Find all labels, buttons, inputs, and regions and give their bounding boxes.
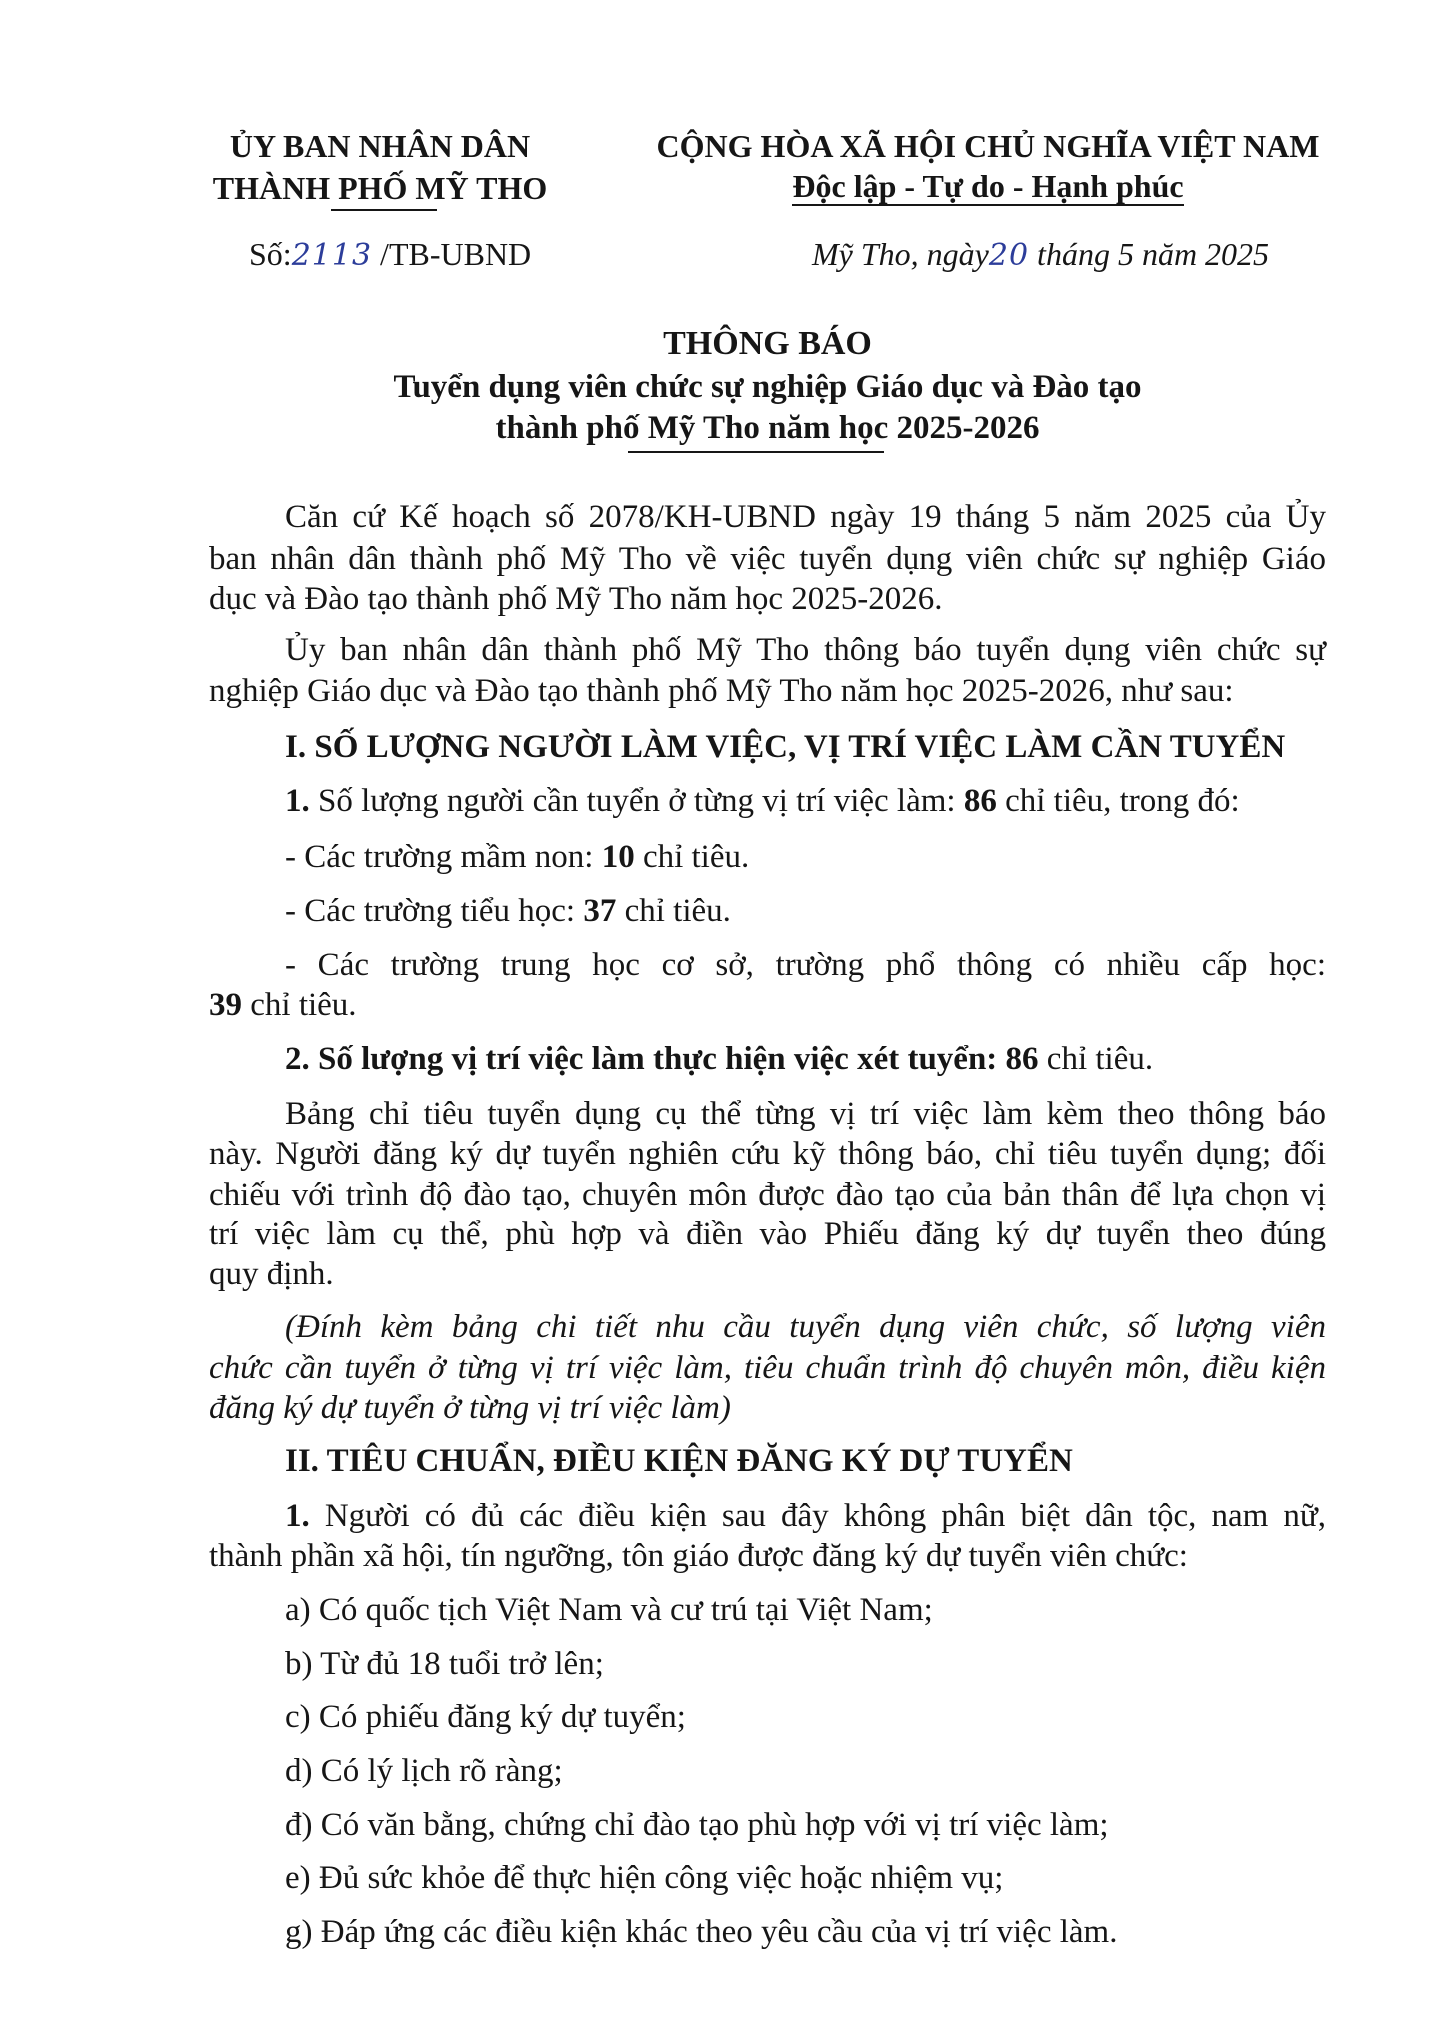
date-day-handwritten: 20 <box>988 238 1030 273</box>
condition-dd: đ) Có văn bằng, chứng chỉ đào tạo phù hợp với vị trí việc làm; <box>285 1807 1109 1843</box>
quota-label: - Các trường tiểu học: <box>285 893 576 929</box>
document-subtitle-line-2: thành phố Mỹ Tho năm học 2025-2026 <box>495 410 1040 446</box>
section-1-heading: I. SỐ LƯỢNG NGƯỜI LÀM VIỆC, VỊ TRÍ VIỆC LÀM CẦN TUYỂN <box>285 729 1286 765</box>
section-2-heading: II. TIÊU CHUẨN, ĐIỀU KIỆN ĐĂNG KÝ DỰ TUYỂN <box>285 1443 1073 1479</box>
condition-b: b) Từ đủ 18 tuổi trở lên; <box>285 1646 604 1682</box>
item-count: 86 <box>1005 1041 1039 1077</box>
section-2-item-1-line-2: thành phần xã hội, tín ngưỡng, tôn giáo được đăng ký dự tuyển viên chức: <box>209 1538 1188 1574</box>
quota-secondary <box>209 985 357 1025</box>
quota-unit: chỉ tiêu. <box>624 893 731 929</box>
title-underline <box>628 451 884 453</box>
quota-count: 37 <box>583 893 617 929</box>
condition-e: e) Đủ sức khỏe để thực hiện công việc hoặc nhiệm vụ; <box>285 1860 1004 1896</box>
announcement-line-2: nghiệp Giáo dục và Đào tạo thành phố Mỹ Tho năm học 2025-2026, như sau: <box>209 673 1234 709</box>
document-subtitle-line-1: Tuyển dụng viên chức sự nghiệp Giáo dục và Đào tạo <box>393 369 1142 405</box>
date-suffix: tháng 5 năm 2025 <box>1037 236 1270 272</box>
condition-a: a) Có quốc tịch Việt Nam và cư trú tại Việt Nam; <box>285 1592 933 1628</box>
agency-underline <box>331 209 437 211</box>
section-1-item-2 <box>285 1039 1153 1079</box>
table-note-line-2: này. Người đăng ký dự tuyển nghiên cứu kỹ thông báo, chỉ tiêu tuyển dụng; đối <box>209 1136 1326 1172</box>
agency-name-line-1: ỦY BAN NHÂN DÂN <box>229 128 531 164</box>
document-number <box>249 234 531 276</box>
document-number-label: Số: <box>249 236 292 272</box>
motto-line <box>648 166 1328 206</box>
basis-line-3: dục và Đào tạo thành phố Mỹ Tho năm học 2025-2026. <box>209 581 943 617</box>
quota-unit: chỉ tiêu. <box>250 987 357 1023</box>
attachment-note-line-1: (Đính kèm bảng chi tiết nhu cầu tuyển dụng viên chức, số lượng viên <box>285 1309 1326 1345</box>
item-text: Người có đủ các điều kiện sau đây không phân biệt dân tộc, nam nữ, <box>324 1498 1326 1534</box>
agency-name-line-2: THÀNH PHỐ MỸ THO <box>212 170 548 206</box>
document-title: THÔNG BÁO <box>663 325 872 362</box>
table-note-line-3: chiếu với trình độ đào tạo, chuyên môn được đào tạo của bản thân để lựa chọn vị <box>209 1177 1326 1213</box>
quota-kindergarten <box>285 837 749 877</box>
item-number: 1. <box>285 783 310 819</box>
section-1-item-1 <box>285 781 1240 821</box>
quota-secondary-label: - Các trường trung học cơ sở, trường phổ thông có nhiều cấp học: <box>285 947 1326 983</box>
item-tail: chỉ tiêu, trong đó: <box>1005 783 1240 819</box>
condition-d: d) Có lý lịch rõ ràng; <box>285 1753 563 1789</box>
document-number-handwritten: 2113 <box>291 238 373 273</box>
basis-line-2: ban nhân dân thành phố Mỹ Tho về việc tuyển dụng viên chức sự nghiệp Giáo <box>209 541 1326 577</box>
date-prefix: Mỹ Tho, ngày <box>812 236 989 272</box>
attachment-note-line-3: đăng ký dự tuyển ở từng vị trí việc làm) <box>209 1390 731 1426</box>
section-2-item-1-line-1 <box>285 1496 1326 1536</box>
quota-primary <box>285 891 731 931</box>
item-number: 1. <box>285 1498 310 1534</box>
place-and-date <box>812 234 1269 276</box>
item-number: 2. <box>285 1041 310 1077</box>
item-tail: chỉ tiêu. <box>1046 1041 1154 1077</box>
condition-g: g) Đáp ứng các điều kiện khác theo yêu cầu của vị trí việc làm. <box>285 1914 1118 1950</box>
national-motto: Độc lập - Tự do - Hạnh phúc <box>792 168 1184 204</box>
table-note-line-4: trí việc làm cụ thể, phù hợp và điền vào Phiếu đăng ký dự tuyển theo đúng <box>209 1216 1326 1252</box>
quota-count: 10 <box>601 839 635 875</box>
nation-name: CỘNG HÒA XÃ HỘI CHỦ NGHĨA VIỆT NAM <box>656 128 1320 164</box>
table-note-line-5: quy định. <box>209 1256 334 1292</box>
item-count: 86 <box>963 783 997 819</box>
attachment-note-line-2: chức cần tuyển ở từng vị trí việc làm, tiêu chuẩn trình độ chuyên môn, điều kiện <box>209 1350 1326 1386</box>
basis-line-1: Căn cứ Kế hoạch số 2078/KH-UBND ngày 19 tháng 5 năm 2025 của Ủy <box>285 499 1326 535</box>
item-text: Số lượng vị trí việc làm thực hiện việc xét tuyển: <box>318 1041 998 1077</box>
table-note-line-1: Bảng chỉ tiêu tuyển dụng cụ thể từng vị trí việc làm kèm theo thông báo <box>285 1096 1326 1132</box>
quota-label: - Các trường mầm non: <box>285 839 594 875</box>
quota-count: 39 <box>209 987 242 1023</box>
condition-c: c) Có phiếu đăng ký dự tuyển; <box>285 1699 686 1735</box>
item-text: Số lượng người cần tuyển ở từng vị trí việc làm: <box>318 783 956 819</box>
quota-unit: chỉ tiêu. <box>642 839 750 875</box>
document-number-code: /TB-UBND <box>380 236 532 272</box>
announcement-line-1: Ủy ban nhân dân thành phố Mỹ Tho thông báo tuyển dụng viên chức sự <box>285 632 1326 668</box>
